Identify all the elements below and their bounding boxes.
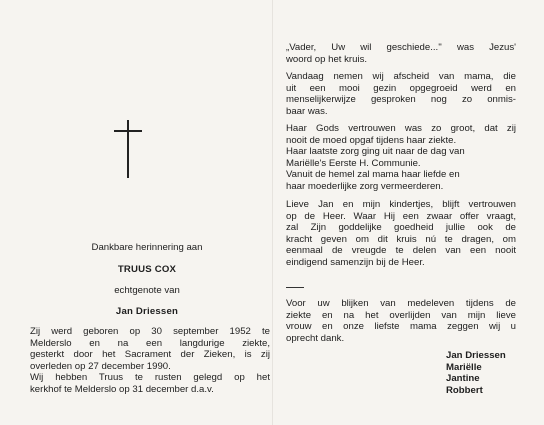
- text-line: eenmaal de vreugde te delen van een nooit: [286, 245, 516, 257]
- text-line: „Vader, Uw wil geschiede...'' was Jezus': [286, 42, 516, 53]
- text-line: op de Heer. Waar Hij een zwaar offer vraagt,: [286, 210, 516, 222]
- text-line: overleden op 27 december 1990.: [30, 360, 171, 372]
- signature-name: Jan Driessen: [446, 350, 506, 361]
- text-line: Vandaag nemen wij afscheid van mama, die: [286, 71, 516, 82]
- thanks-paragraph: [286, 298, 516, 344]
- text-line: Melderslo en na een langdurige ziekte,: [30, 337, 270, 349]
- signature-name: Robbert: [446, 384, 483, 396]
- family-paragraph: [286, 199, 516, 269]
- text-line: Wij hebben Truus te rusten gelegd op het: [30, 372, 270, 384]
- text-line: ziekte en na het overlijden van mijn lieve: [286, 309, 516, 321]
- spouse-name: Jan Driessen: [115, 306, 179, 317]
- text-line: Lieve Jan en mijn kindertjes, blijft vertrouwen: [286, 199, 516, 210]
- text-line: eindigend samenzijn bij de Heer.: [286, 256, 425, 268]
- text-line: woord op het kruis.: [286, 53, 368, 65]
- text-line: zal Zijn goddelijke goedheid jullie ook de: [286, 222, 516, 234]
- signature-name: Jantine: [446, 373, 480, 385]
- quote-paragraph: [286, 42, 516, 65]
- text-line: Haar laatste zorg ging uit naar de dag van: [286, 146, 465, 158]
- text-line: Mariëlle's Eerste H. Communie.: [286, 157, 421, 169]
- cross-icon: [114, 120, 142, 178]
- text-line: uit een mooi gezin opgegroeid werd en: [286, 82, 516, 94]
- text-line: Zij werd geboren op 30 september 1952 te: [30, 326, 270, 337]
- farewell-paragraph: [286, 71, 516, 117]
- text-line: menselijkerwijze gesproken nog zo onmis-: [286, 94, 516, 106]
- text-line: vrouw en onze liefste mama zeggen wij u: [286, 321, 516, 333]
- deceased-name: TRUUS COX: [117, 264, 177, 275]
- signatures: [446, 350, 506, 396]
- text-line: baar was.: [286, 105, 328, 117]
- intro-text: Dankbare herinnering aan: [91, 242, 203, 253]
- signature-name: Mariëlle: [446, 361, 482, 373]
- text-line: Haar Gods vertrouwen was zo groot, dat zij: [286, 123, 516, 134]
- card-fold: [272, 0, 273, 425]
- text-line: Voor uw blijken van medeleven tijdens de: [286, 298, 516, 309]
- text-line: haar moederlijke zorg vermeerderen.: [286, 180, 444, 192]
- faith-paragraph: [286, 123, 516, 193]
- text-line: kerkhof te Melderslo op 31 december d.a.v.: [30, 383, 214, 395]
- biography-paragraph: [30, 326, 270, 396]
- text-line: gesterkt door het Sacrament der Zieken, is zij: [30, 349, 270, 361]
- text-line: Vanuit de hemel zal mama haar liefde en: [286, 169, 460, 181]
- text-line: kracht geven om dit kruis nú te dragen, om: [286, 233, 516, 245]
- text-line: nooit de moed opgaf tijdens haar ziekte.: [286, 134, 457, 146]
- relation-text: echtgenote van: [114, 285, 180, 296]
- divider: [286, 287, 304, 288]
- text-line: oprecht dank.: [286, 332, 345, 344]
